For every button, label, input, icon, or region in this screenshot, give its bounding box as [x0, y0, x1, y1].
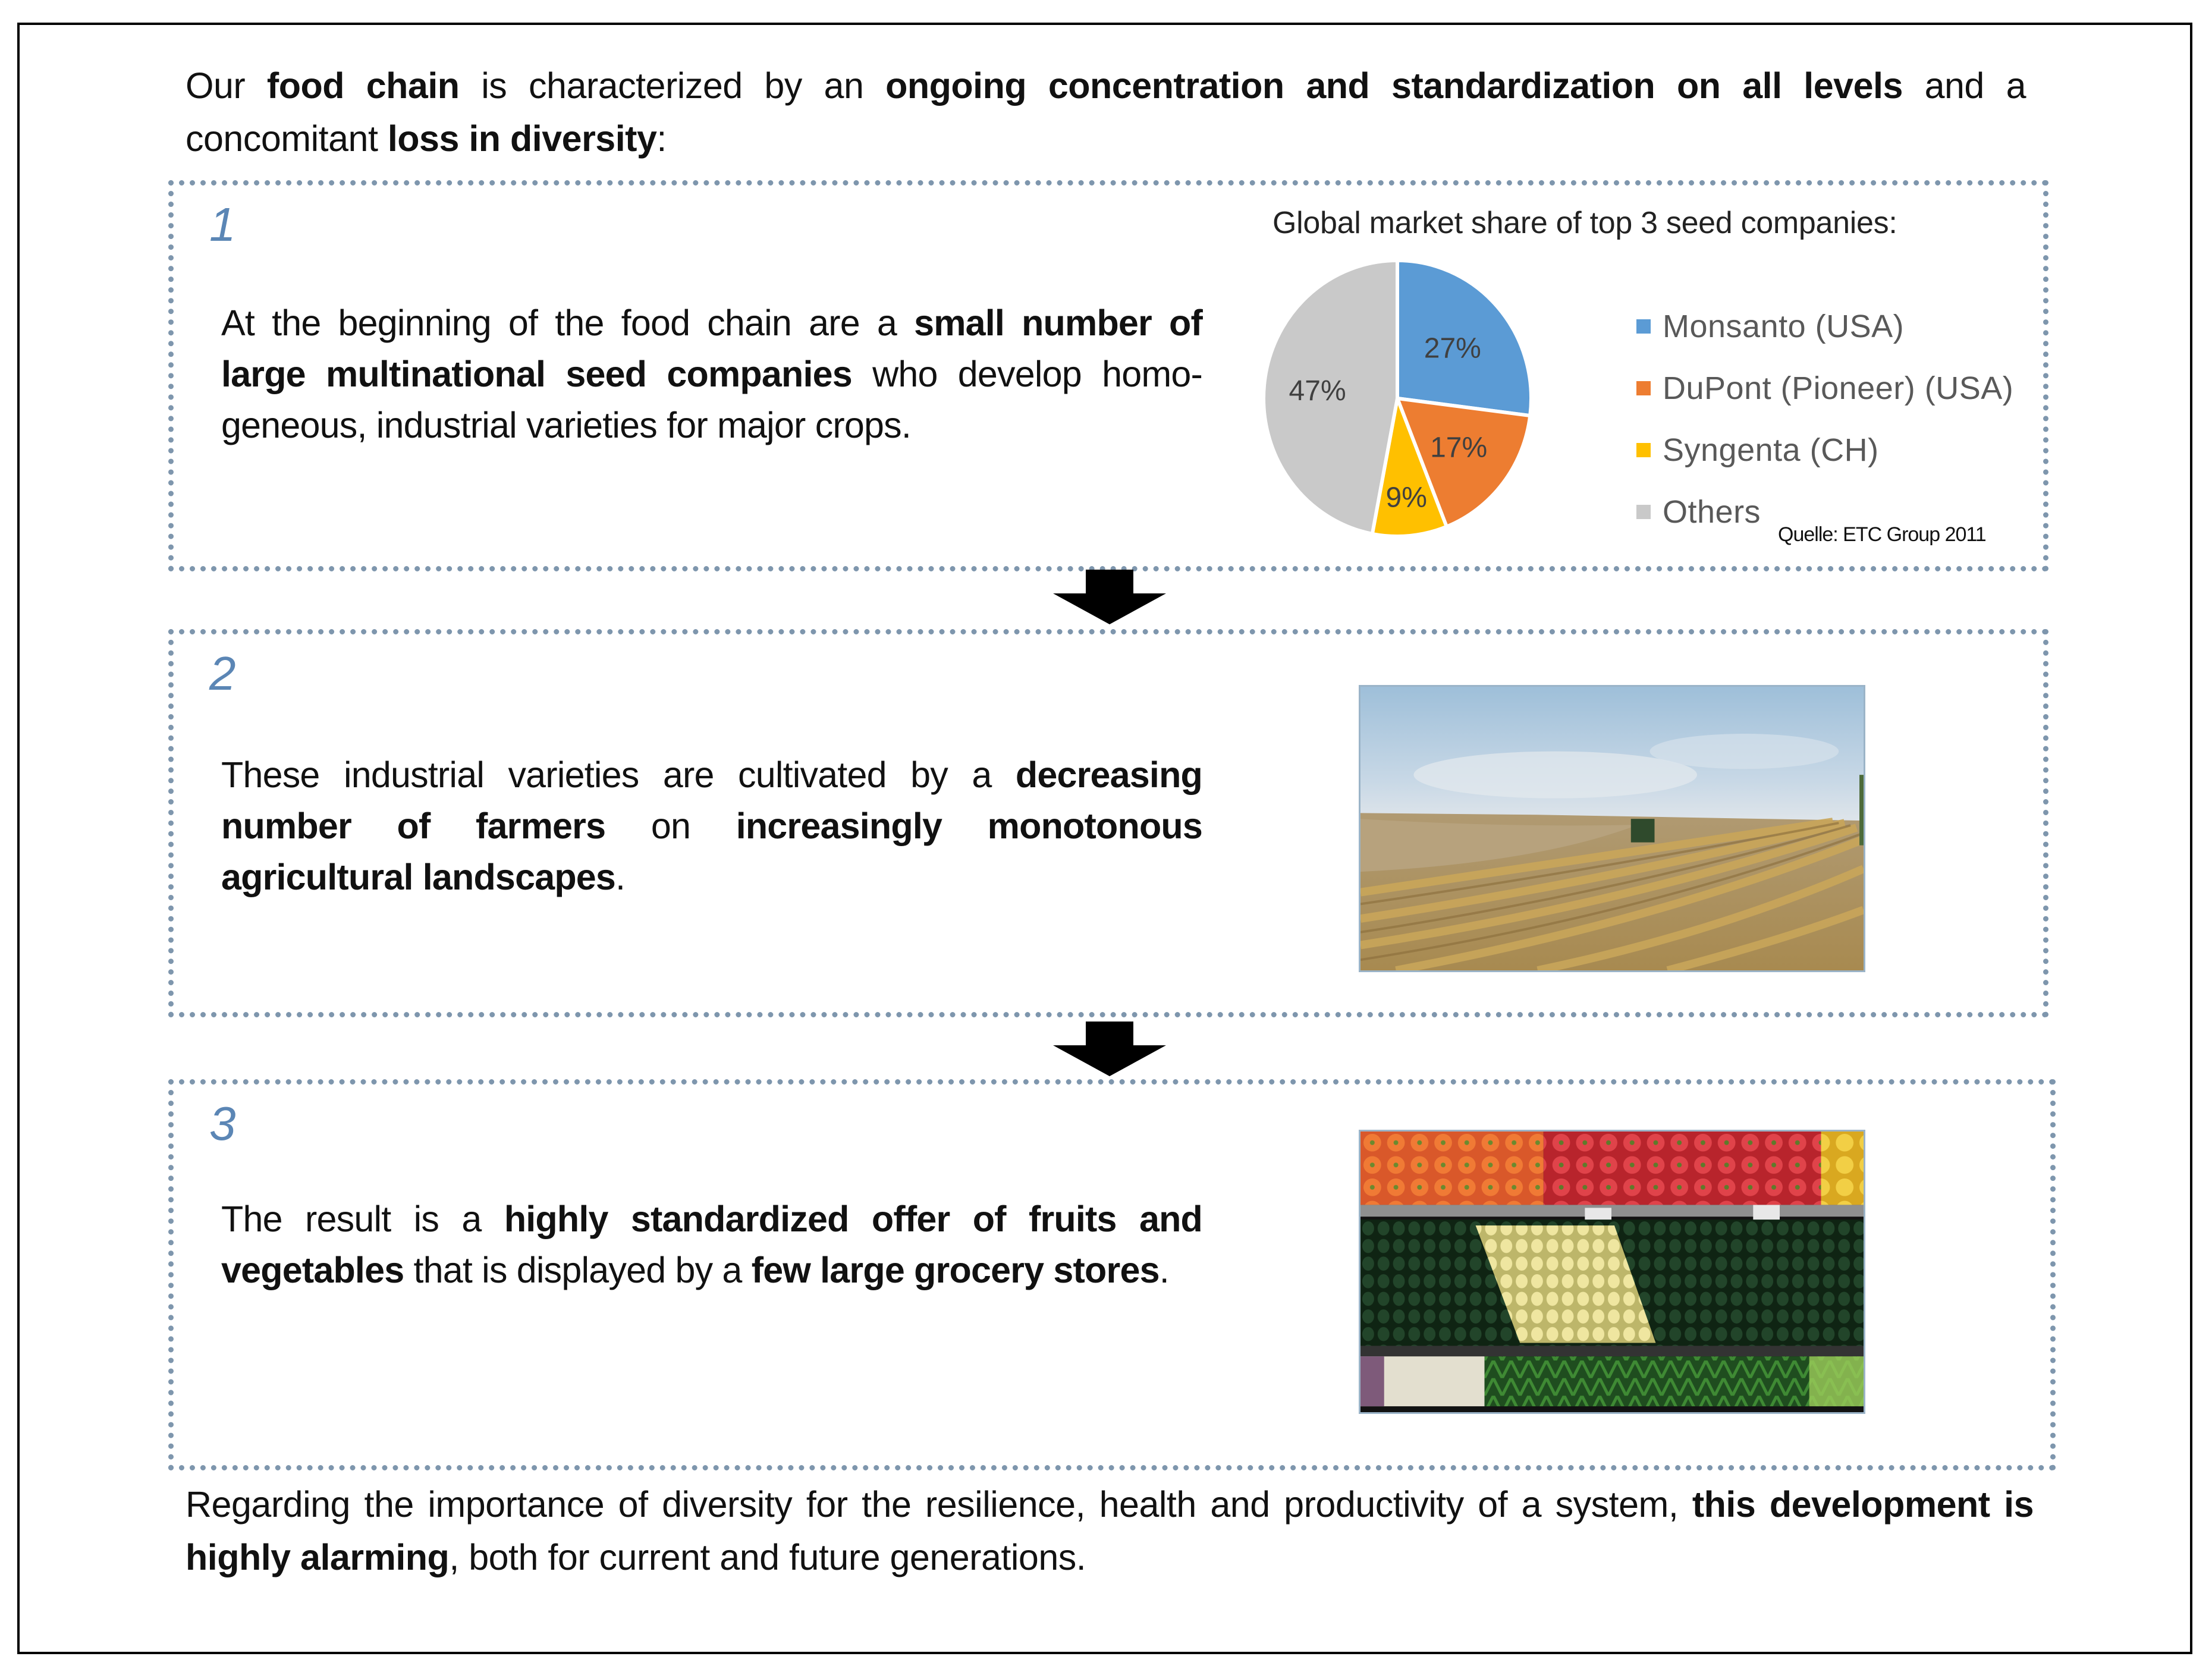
body-text: At the beginning of the food chain are a: [221, 303, 915, 343]
body-text: .: [1159, 1250, 1169, 1290]
emphasis-text: this development is highly alarming: [186, 1484, 2034, 1577]
body-text: and a concomitant: [186, 65, 2026, 159]
step-number: 3: [209, 1097, 236, 1150]
body-text: .: [615, 857, 626, 897]
step-number: 2: [209, 647, 236, 700]
legend-label: Syngenta (CH): [1663, 432, 1879, 468]
legend-item-syngenta: [1636, 419, 2013, 481]
pie-label: 47%: [1289, 375, 1346, 407]
conclusion-paragraph: [186, 1478, 2034, 1584]
body-text: that is displayed by a: [404, 1250, 752, 1290]
legend-swatch: [1636, 443, 1651, 457]
emphasis-text: food chain: [266, 65, 460, 106]
legend-swatch: [1636, 381, 1651, 395]
legend-label: DuPont (Pioneer) (USA): [1663, 370, 2014, 406]
down-arrow-icon: [1050, 1022, 1169, 1078]
emphasis-text: increasingly monotonous agricultural landscapes: [221, 806, 1202, 897]
legend-swatch: [1636, 319, 1651, 334]
legend-swatch: [1636, 505, 1651, 519]
pie-chart: [1255, 256, 1540, 541]
chart-title: Global market share of top 3 seed companies:: [1272, 206, 1897, 240]
field-photo: [1359, 685, 1865, 972]
legend-label: Monsanto (USA): [1663, 309, 1905, 344]
grocery-photo: [1359, 1130, 1865, 1414]
legend-item-dupont: [1636, 357, 2013, 419]
body-text: Regarding the importance of diversity for the resilience, health and productivity of a system,: [186, 1484, 1692, 1525]
chart-legend: [1636, 296, 2013, 543]
down-arrow-icon: [1050, 570, 1169, 626]
emphasis-text: few large grocery stores: [751, 1250, 1160, 1290]
chart-source: Quelle: ETC Group 2011: [1778, 523, 1986, 546]
body-text: is characterized by an: [459, 65, 886, 106]
step-number: 1: [209, 198, 236, 251]
emphasis-text: ongoing concentration and standardization on all levels: [885, 65, 1903, 106]
step-text: [221, 297, 1202, 451]
intro-paragraph: [186, 59, 2026, 165]
step-text: [221, 749, 1202, 903]
body-text: These industrial varieties are cultivated by a: [221, 755, 1016, 795]
emphasis-text: highly standardized offer of fruits and vegetables: [221, 1199, 1203, 1290]
pie-label: 9%: [1385, 482, 1427, 514]
body-text: on: [605, 806, 736, 846]
body-text: The result is a: [221, 1199, 504, 1239]
body-text: :: [656, 118, 667, 159]
body-text: who develop homo-geneous, industrial varieties for major crops.: [221, 354, 1202, 445]
emphasis-text: small number of large multinational seed companies: [221, 303, 1202, 394]
body-text: Our: [186, 65, 267, 106]
pie-label: 17%: [1430, 432, 1488, 464]
legend-item-monsanto: [1636, 296, 2013, 357]
step-text: [221, 1193, 1202, 1296]
emphasis-text: loss in diversity: [387, 118, 657, 159]
pie-label: 27%: [1424, 332, 1481, 364]
emphasis-text: decreasing number of farmers: [221, 755, 1202, 846]
legend-label: Others: [1663, 494, 1761, 530]
body-text: , both for current and future generations.: [449, 1537, 1086, 1577]
